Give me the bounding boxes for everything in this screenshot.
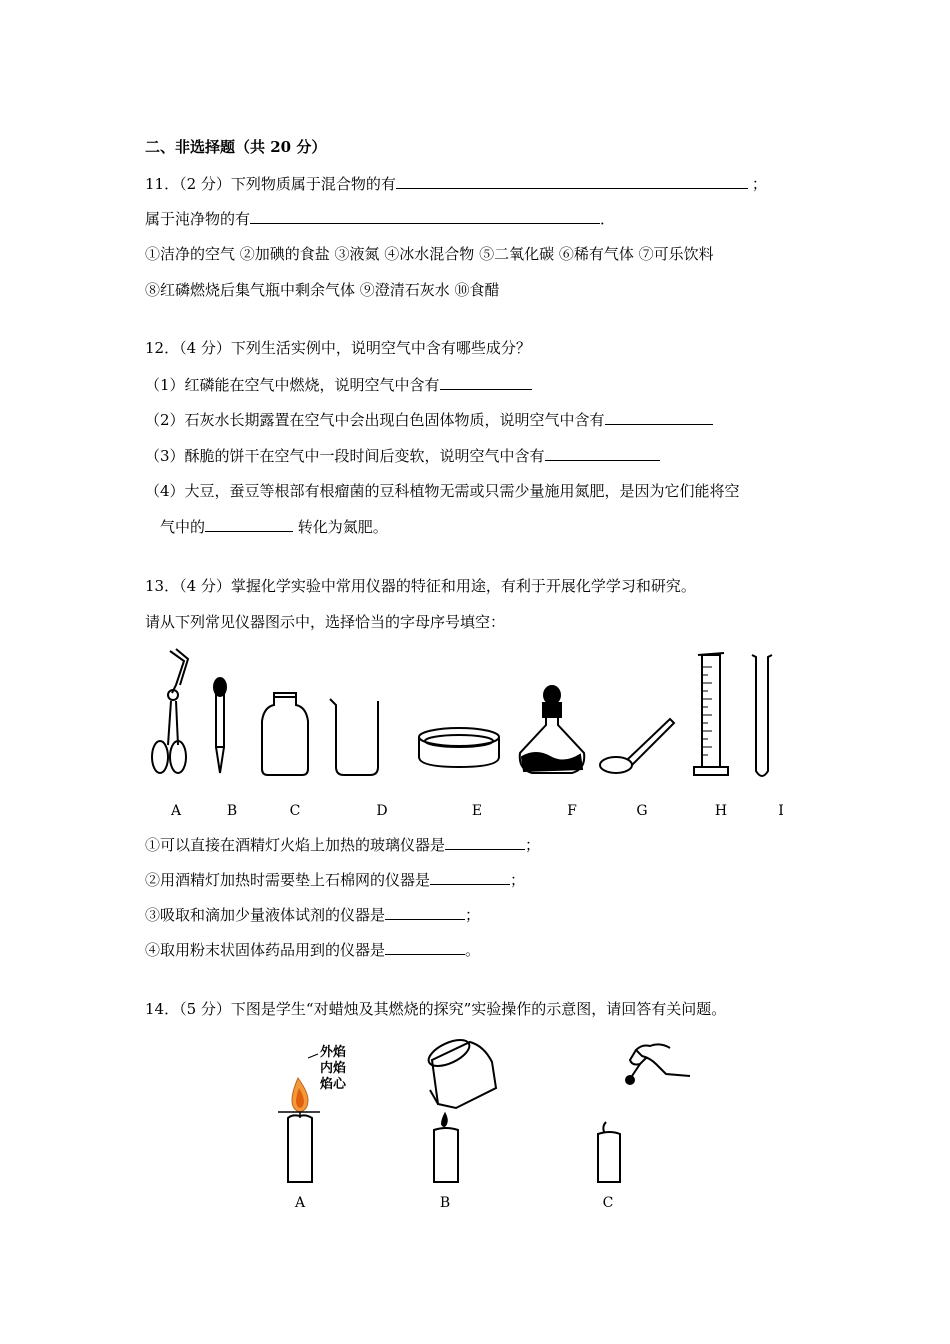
- q11-end1: ；: [751, 175, 767, 193]
- q12-stem: 12．（4 分）下列生活实例中，说明空气中含有哪些成分？: [145, 339, 531, 357]
- flame-core-label: 焰心: [320, 1077, 347, 1092]
- q13-answer1-end: ；: [525, 836, 541, 854]
- q12-part2-text: （2）石灰水长期露置在空气中会出现白色固体物质，说明空气中含有: [145, 411, 605, 429]
- q11-pure-blank[interactable]: [250, 208, 600, 224]
- q11-stem-line: [145, 173, 767, 194]
- q12-part1: [145, 374, 532, 395]
- instruments-figure: [140, 645, 800, 825]
- q13-answer3: [145, 904, 480, 925]
- q12-part2: [145, 409, 713, 430]
- instrument-label-i: I: [778, 803, 784, 819]
- test-tube-icon: [752, 655, 772, 776]
- q13-answer1-text: ①可以直接在酒精灯火焰上加热的玻璃仪器是: [145, 836, 446, 854]
- hand-match-icon: [598, 1044, 690, 1182]
- q13-answer2-blank[interactable]: [430, 869, 510, 885]
- q12-part4b: [160, 516, 388, 537]
- graduated-cylinder-icon: [694, 653, 728, 775]
- candle-label-a: A: [294, 1195, 306, 1211]
- q12-part1-blank[interactable]: [440, 374, 532, 390]
- instrument-label-a: A: [170, 803, 182, 819]
- medicine-spoon-icon: [600, 719, 674, 773]
- q11-stem: 11．（2 分）下列物质属于混合物的有: [145, 175, 396, 193]
- q12-part3: [145, 445, 660, 466]
- q14-stem: 14．（5 分）下图是学生“对蜡烛及其燃烧的探究”实验操作的示意图，请回答有关问题。: [145, 1000, 727, 1018]
- q12-part2-blank[interactable]: [605, 409, 713, 425]
- q13-answer4-text: ④取用粉末状固体药品用到的仪器是: [145, 941, 386, 959]
- outer-flame-label: 外焰: [320, 1045, 347, 1060]
- q12-part4b-pre: 气中的: [160, 518, 206, 536]
- q11-pure-label: 属于沌净物的有: [145, 210, 251, 228]
- q12-part4a: （4）大豆，蚕豆等根部有根瘤菌的豆科植物无需或只需少量施用氮肥，是因为它们能将空: [145, 482, 740, 500]
- candle-flame-icon: [278, 1044, 347, 1182]
- q12-part4b-post: 转化为氮肥。: [293, 518, 388, 536]
- q11-pure-line: [145, 208, 615, 229]
- instrument-label-h: H: [714, 803, 728, 819]
- q11-options-1: ①洁净的空气 ②加碘的食盐 ③液氮 ④冰水混合物 ⑤二氧化碳 ⑥稀有气体 ⑦可乐饮料: [145, 245, 714, 263]
- q12-part3-text: （3）酥脆的饼干在空气中一段时间后变软，说明空气中含有: [145, 447, 545, 465]
- q13-answer2: [145, 869, 525, 890]
- beaker-icon: [330, 699, 378, 775]
- q12-part4-blank[interactable]: [205, 516, 293, 532]
- inner-flame-label: 内焰: [320, 1061, 347, 1076]
- q13-answer1: [145, 834, 540, 855]
- section-title: 二、非选择题（共 20 分）: [145, 138, 327, 156]
- q13-answer4: [145, 939, 480, 960]
- wide-mouth-bottle-icon: [262, 693, 308, 775]
- dropper-icon: [214, 678, 226, 773]
- instrument-label-d: D: [376, 803, 388, 819]
- q13-answer1-blank[interactable]: [445, 834, 525, 850]
- q13-answer3-text: ③吸取和滴加少量液体试剂的仪器是: [145, 906, 386, 924]
- q13-answer3-blank[interactable]: [385, 904, 465, 920]
- crucible-tongs-icon: [152, 649, 188, 773]
- q13-stem: 13．（4 分）掌握化学实验中常用仪器的特征和用途，有利于开展化学学习和研究。: [145, 577, 696, 595]
- alcohol-lamp-icon: [520, 686, 585, 773]
- q13-answer2-text: ②用酒精灯加热时需要垫上石棉网的仪器是: [145, 871, 431, 889]
- q13-answer2-end: ；: [510, 871, 526, 889]
- instrument-label-g: G: [636, 803, 648, 819]
- q11-options-2: ⑧红磷燃烧后集气瓶中剩余气体 ⑨澄清石灰水 ⑩食醋: [145, 281, 500, 299]
- q13-answer4-end: 。: [465, 941, 481, 959]
- q13-answer4-blank[interactable]: [385, 939, 465, 955]
- candle-experiment-figure: [270, 1030, 720, 1215]
- candle-beaker-icon: [425, 1035, 496, 1182]
- q13-answer3-end: ；: [465, 906, 481, 924]
- evaporating-dish-icon: [419, 728, 499, 767]
- candle-label-b: B: [439, 1195, 451, 1211]
- q11-mixture-blank[interactable]: [396, 173, 748, 189]
- q11-end2: ．: [600, 210, 616, 228]
- candle-label-c: C: [602, 1195, 614, 1211]
- q13-sub: 请从下列常见仪器图示中，选择恰当的字母序号填空：: [145, 613, 506, 631]
- q12-part3-blank[interactable]: [545, 445, 660, 461]
- instrument-label-b: B: [226, 803, 238, 819]
- instrument-label-f: F: [567, 803, 577, 819]
- instrument-label-c: C: [289, 803, 301, 819]
- q12-part1-text: （1）红磷能在空气中燃烧，说明空气中含有: [145, 376, 440, 394]
- instrument-label-e: E: [471, 803, 483, 819]
